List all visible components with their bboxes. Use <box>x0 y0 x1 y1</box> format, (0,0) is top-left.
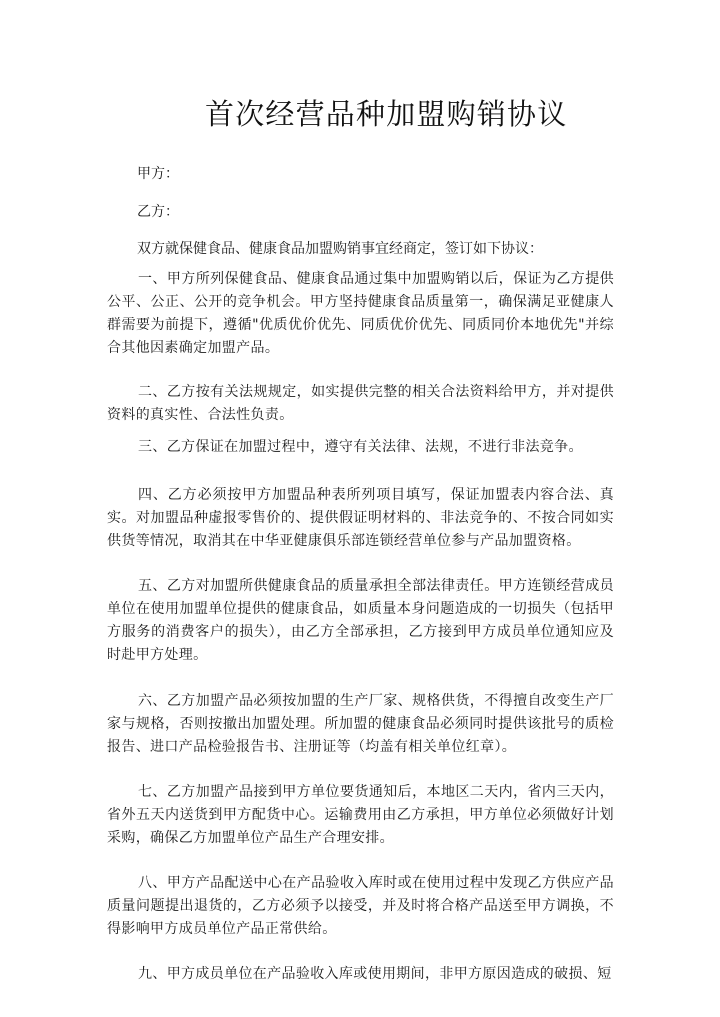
clause-7: 七、乙方加盟产品接到甲方单位要货通知后，本地区二天内，省内三天内，省外五天内送货到甲方配货中心。运输费用由乙方承担，甲方单位必须做好计划采购，确保乙方加盟单位产品生产合理安排。 <box>107 784 614 846</box>
clause-9: 九、甲方成员单位在产品验收入库或使用期间，非甲方原因造成的破损、短 <box>138 966 612 982</box>
clause-5: 五、乙方对加盟所供健康食品的质量承担全部法律责任。甲方连锁经营成员单位在使用加盟单位提供的健康食品，如质量本身问题造成的一切损失（包括甲方服务的消费客户的损失），由乙方全部承担，乙方接到甲方成员单位通知应及时赴甲方处理。 <box>107 578 614 663</box>
clause-2: 二、乙方按有关法规规定，如实提供完整的相关合法资料给甲方，并对提供资料的真实性、合法性负责。 <box>107 384 614 423</box>
document-title: 首次经营品种加盟购销协议 <box>205 97 568 131</box>
clause-8: 八、甲方产品配送中心在产品验收入库时或在使用过程中发现乙方供应产品质量问题提出退货的，乙方必须予以接受，并及时将合格产品送至甲方调换，不得影响甲方成员单位产品正常供给。 <box>107 875 614 937</box>
clause-6: 六、乙方加盟产品必须按加盟的生产厂家、规格供货，不得擅自改变生产厂家与规格，否则按撤出加盟处理。所加盟的健康食品必须同时提供该批号的质检报告、进口产品检验报告书、注册证等（均盖有相关单位红章）。 <box>107 693 614 755</box>
clause-4: 四、乙方必须按甲方加盟品种表所列项目填写，保证加盟表内容合法、真实。对加盟品种虚报零售价的、提供假证明材料的、非法竞争的、不按合同如实供货等情况，取消其在中华亚健康俱乐部连锁经营单位参与产品加盟资格。 <box>107 487 614 549</box>
clause-3: 三、乙方保证在加盟过程中，遵守有关法律、法规，不进行非法竞争。 <box>138 439 583 455</box>
intro-text: 双方就保健食品、健康食品加盟购销事宜经商定，签订如下协议： <box>137 241 543 257</box>
party-b-label: 乙方： <box>137 204 179 220</box>
party-a-label: 甲方： <box>137 166 179 182</box>
clause-1: 一、甲方所列保健食品、健康食品通过集中加盟购销以后，保证为乙方提供公平、公正、公开的竞争机会。甲方坚持健康食品质量第一，确保满足亚健康人群需要为前提下，遵循"优质优价优先、同质优价优先、同质同价本地优先"并综合其他因素确定加盟产品。 <box>107 271 614 356</box>
